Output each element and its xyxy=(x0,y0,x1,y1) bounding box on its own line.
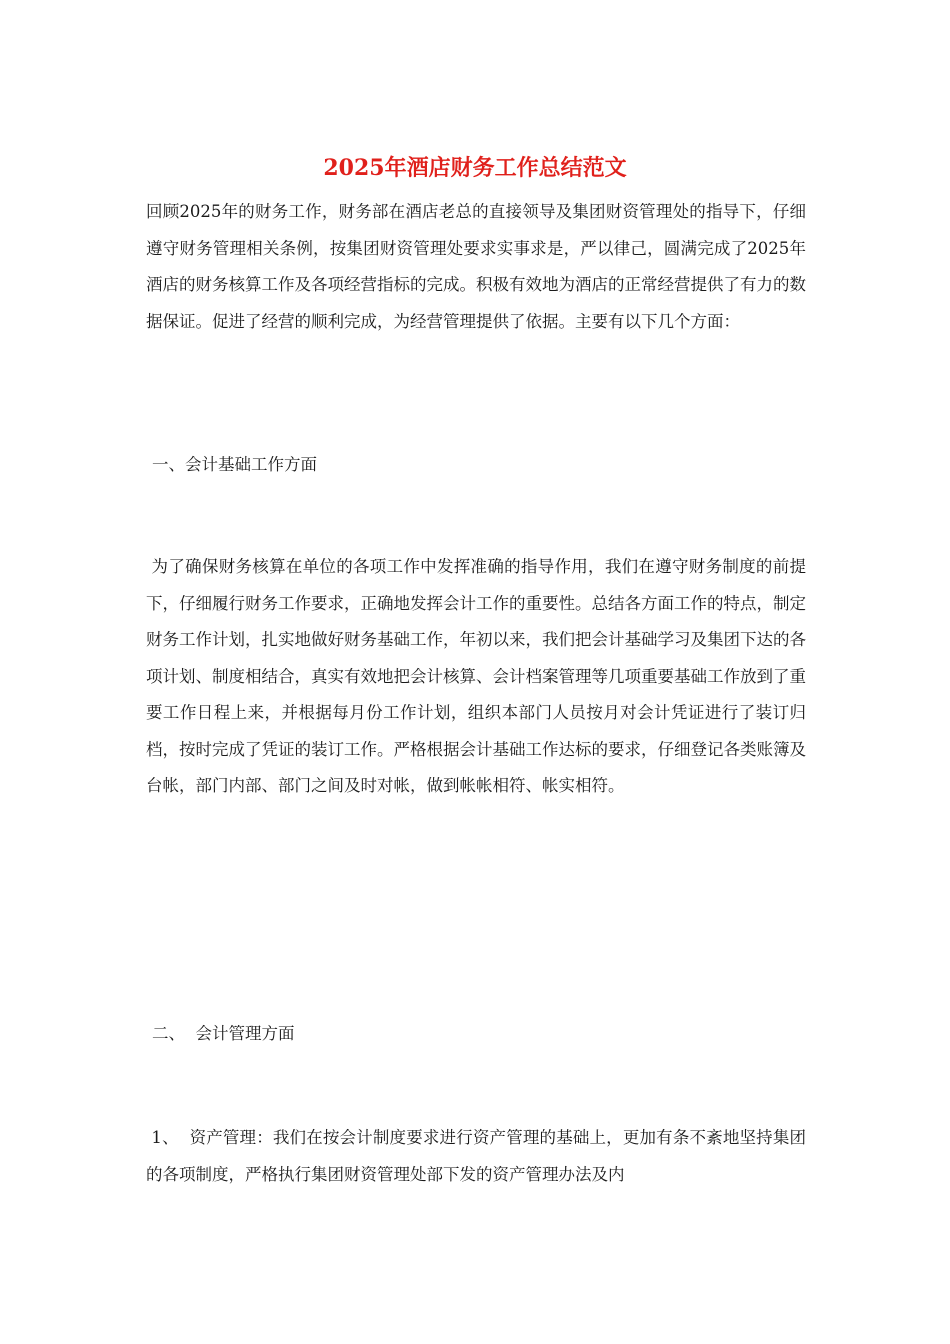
section-paragraph-accounting-basics: 为了确保财务核算在单位的各项工作中发挥准确的指导作用，我们在遵守财务制度的前提下，仔细履行财务工作要求，正确地发挥会计工作的重要性。总结各方面工作的特点，制定财务工作计划，扎实地做好财务基础工作，年初以来，我们把会计基础学习及集团下达的各项计划、制度相结合，真实有效地把会计核算、会计档案管理等几项重要基础工作放到了重要工作日程上来，并根据每月份工作计划，组织本部门人员按月对会计凭证进行了装订归档，按时完成了凭证的装订工作。严格根据会计基础工作达标的要求，仔细登记各类账簿及台帐，部门内部、部门之间及时对帐，做到帐帐相符、帐实相符。 xyxy=(146,557,807,795)
section-heading-accounting-basics: 一、会计基础工作方面 xyxy=(152,455,317,474)
section-heading-accounting-management: 二、 会计管理方面 xyxy=(152,1024,295,1043)
section-paragraph-asset-management: 1、 资产管理：我们在按会计制度要求进行资产管理的基础上，更加有条不紊地坚持集团的各项制度，严格执行集团财资管理处部下发的资产管理办法及内 xyxy=(146,1128,806,1184)
intro-paragraph: 回顾2025年的财务工作，财务部在酒店老总的直接领导及集团财资管理处的指导下，仔细遵守财务管理相关条例，按集团财资管理处要求实事求是，严以律己，圆满完成了2025年酒店的财务核算工作及各项经营指标的完成。积极有效地为酒店的正常经营提供了有力的数据保证。促进了经营的顺利完成，为经营管理提供了依据。主要有以下几个方面： xyxy=(146,202,806,331)
document-title: 2025年酒店财务工作总结范文 xyxy=(323,155,627,181)
